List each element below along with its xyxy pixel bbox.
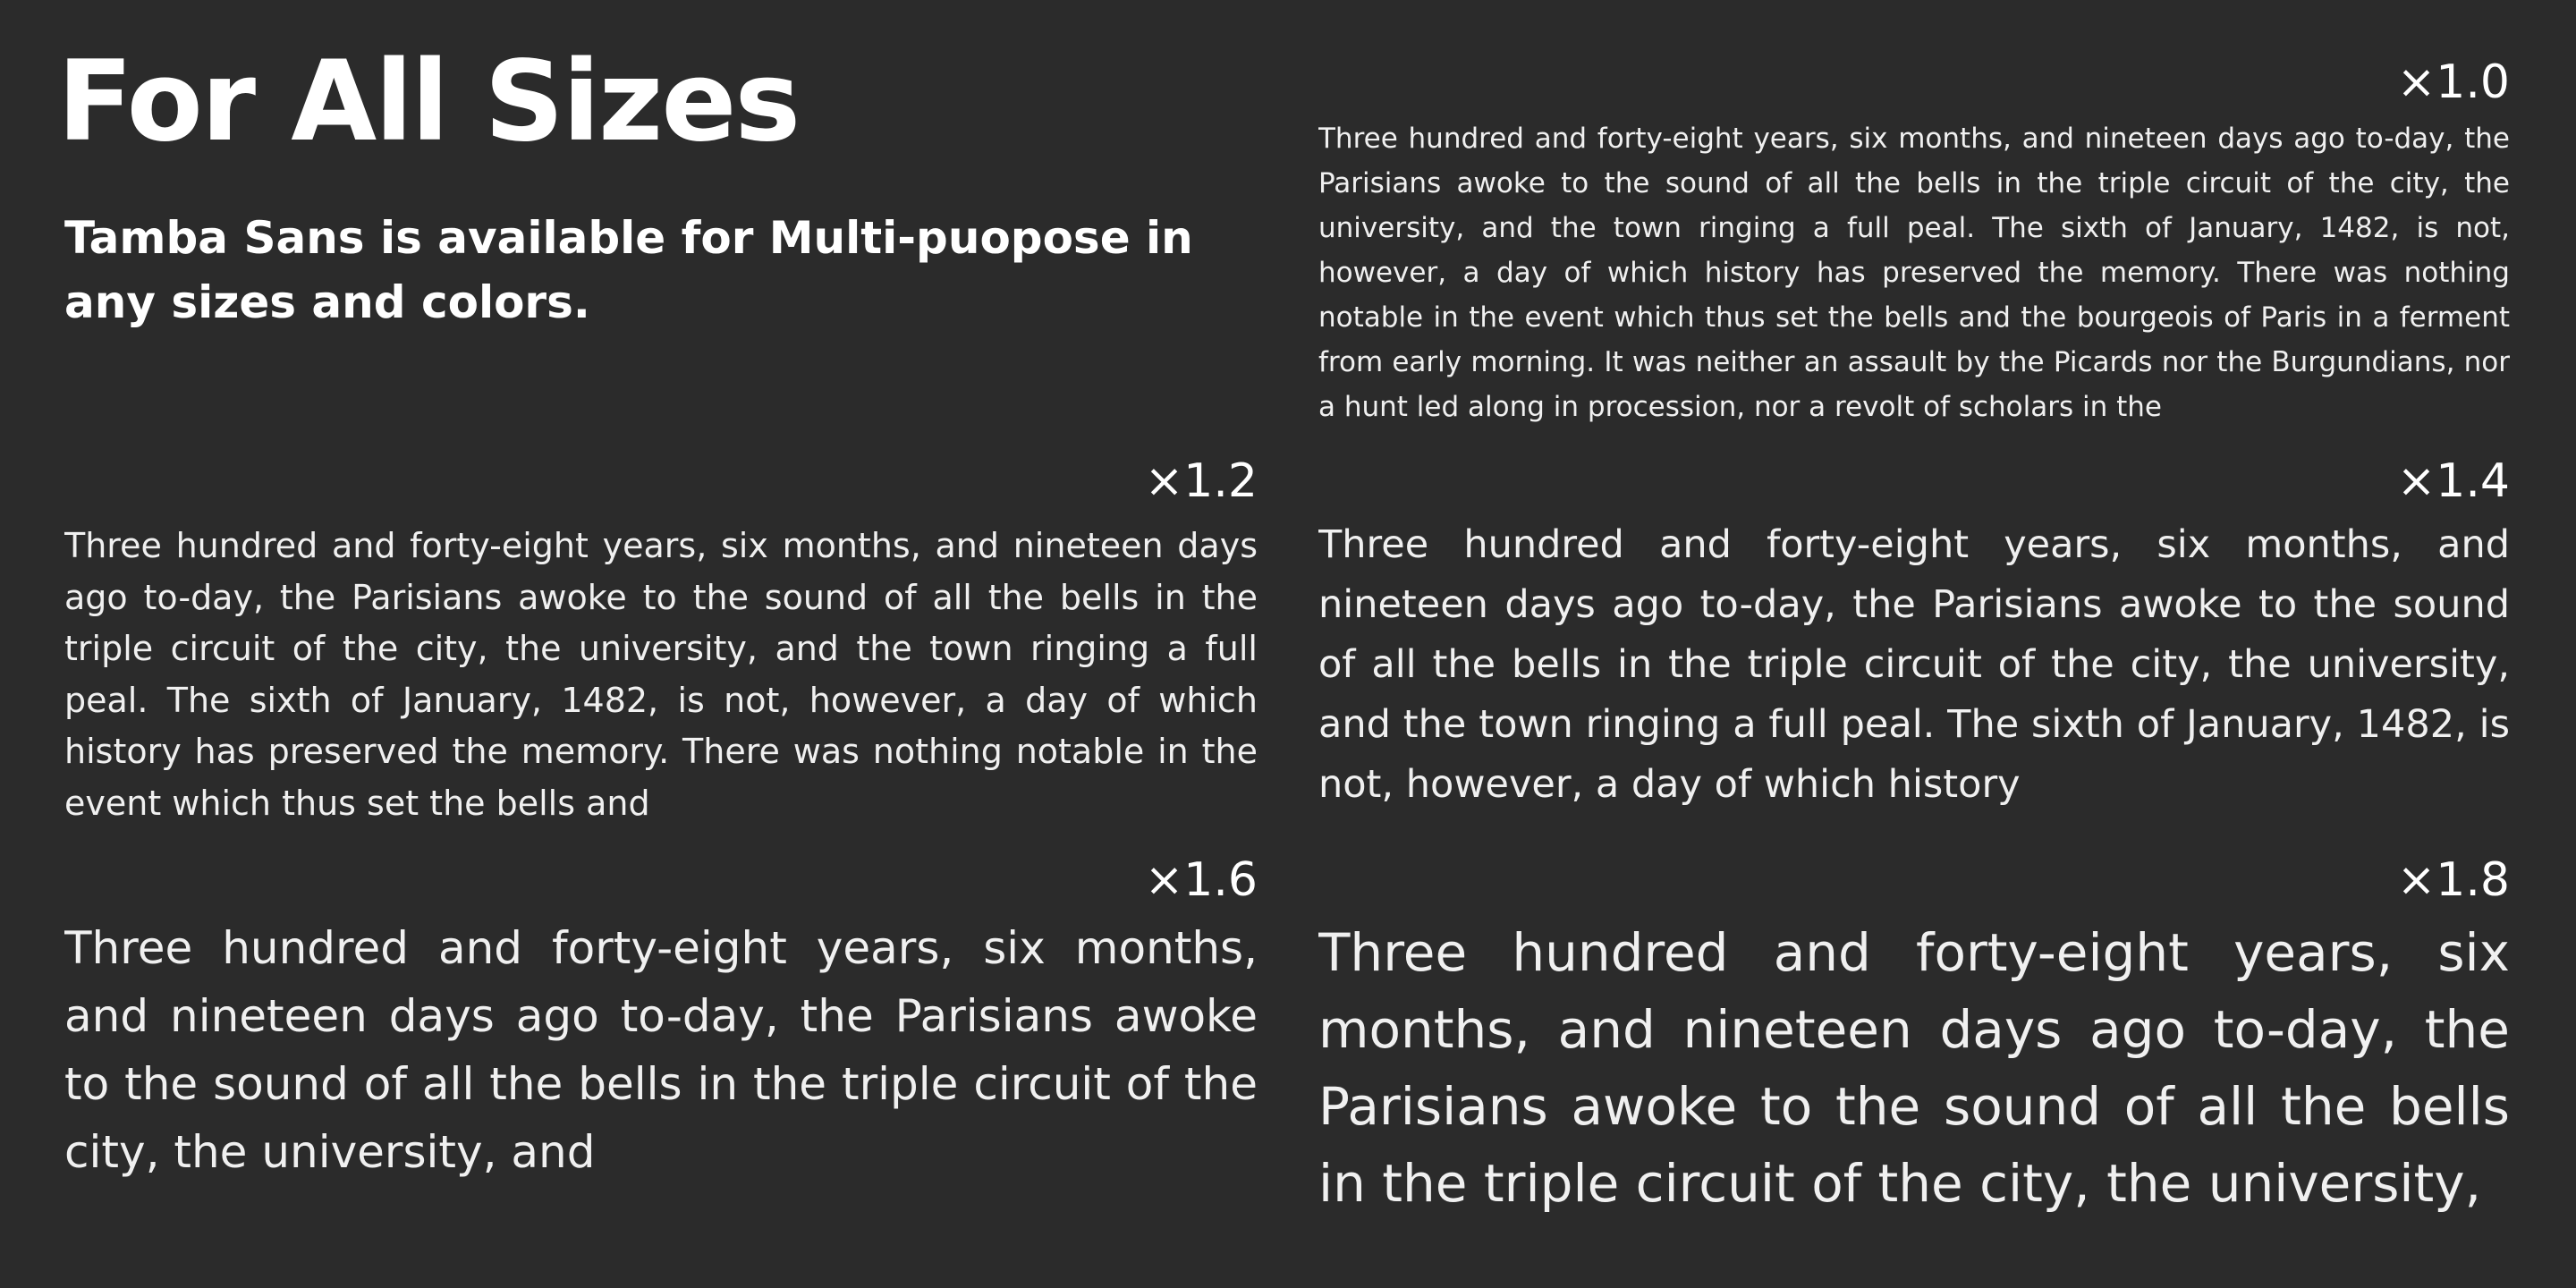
sample-paragraph: Three hundred and forty-eight years, six months, and nineteen days ago to-day, the Parisians awoke to the sound of all the bells in the triple circuit of the city, the university, — [1318, 922, 2510, 1214]
scale-label: ×1.2 — [1144, 458, 1258, 508]
sample-paragraph: Three hundred and forty-eight years, six months, and nineteen days ago to-day, the Parisians awoke to the sound of all the bells in the triple circuit of the city, the university, and the town ringing a full peal. The sixth of January, 1482, is not, however, a day of which history — [1318, 522, 2510, 807]
sample-paragraph: Three hundred and forty-eight years, six months, and nineteen days ago to-day, the Parisians awoke to the sound of all the bells in the triple circuit of the city, the university, and the town ringing a full peal. The sixth of January, 1482, is not, however, a day of which history has preserved the memory. There was nothing notable in the event which thus set the bells and the bourgeois of Paris in a ferment from early morning. It was neither an assault by the Picards nor the Burgundians, nor a hunt led along in procession, nor a revolt of scholars in the — [1318, 123, 2510, 423]
sample-scale-1-4 — [1318, 458, 2510, 834]
sample-paragraph: Three hundred and forty-eight years, six months, and nineteen days ago to-day, the Parisians awoke to the sound of all the bells in the triple circuit of the city, the university, and the town ringing a full peal. The sixth of January, 1482, is not, however, a day of which history has preserved the memory. There was nothing notable in the event which thus set the bells and — [64, 526, 1258, 823]
sample-scale-1-8 — [1318, 857, 2510, 1268]
scale-label: ×1.6 — [1144, 857, 1258, 907]
page-subtitle: Tamba Sans is available for Multi-puopose in any sizes and colors. — [64, 212, 1193, 328]
sample-scale-1-2 — [64, 458, 1258, 834]
sample-scale-1-6 — [64, 857, 1258, 1215]
page-title: For All Sizes — [57, 38, 800, 166]
scale-label: ×1.8 — [2396, 857, 2510, 907]
sample-scale-1-0 — [1318, 59, 2510, 435]
sample-paragraph: Three hundred and forty-eight years, six months, and nineteen days ago to-day, the Parisians awoke to the sound of all the bells in the triple circuit of the city, the university, and — [64, 922, 1258, 1178]
scale-label: ×1.0 — [2396, 59, 2510, 109]
scale-label: ×1.4 — [2396, 458, 2510, 508]
